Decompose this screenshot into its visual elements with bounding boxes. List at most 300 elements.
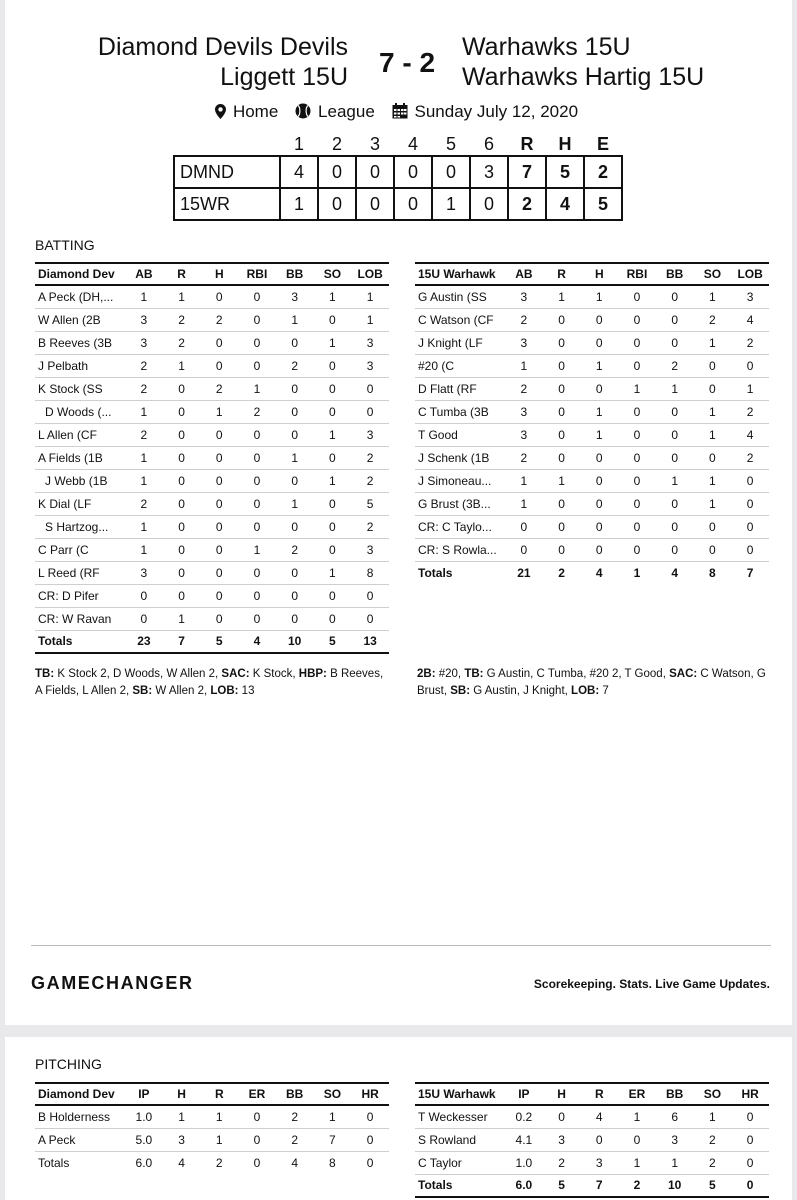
stat-cell: 1 [200, 1105, 238, 1128]
total-cell: 4 [595, 565, 603, 580]
stat-cell: 2 [125, 377, 163, 400]
stat-cell: 0 [694, 377, 732, 400]
player-name: C Tumba (3B [415, 400, 505, 423]
table-header-row [415, 263, 769, 285]
stat-cell: 0 [580, 446, 618, 469]
stat-cell: 1 [505, 469, 543, 492]
stat-cell: 0 [276, 607, 314, 630]
stat-cell: 0 [731, 1128, 769, 1151]
total-cell: 1 [633, 565, 641, 580]
stat-cell: 0 [238, 354, 276, 377]
stat-cell: 0 [543, 515, 581, 538]
stat-cell: 0 [580, 308, 618, 331]
column-header: HR [351, 1083, 389, 1105]
stat-cell: 1 [543, 285, 581, 308]
stat-cell: 2 [543, 1151, 581, 1174]
note-text: K Stock, [249, 668, 299, 680]
player-name: G Brust (3B... [415, 492, 505, 515]
stat-cell: 1 [505, 354, 543, 377]
team-column-header: Diamond Dev [35, 263, 125, 285]
stat-cell: 0 [351, 584, 389, 607]
column-header: IP [125, 1083, 163, 1105]
stat-cell: 1 [694, 423, 732, 446]
player-row [415, 1128, 769, 1151]
stat-cell: 1 [694, 400, 732, 423]
stat-cell: 2 [731, 400, 769, 423]
stat-cell: 0 [580, 469, 618, 492]
player-name: L Reed (RF [35, 561, 125, 584]
column-header: BB [276, 1083, 314, 1105]
totals-label: Totals [415, 1174, 505, 1197]
stat-cell: 0 [125, 584, 163, 607]
column-header: AB [125, 263, 163, 285]
stat-cell: 0 [543, 377, 581, 400]
player-name: G Austin (SS [415, 285, 505, 308]
team-column-header: 15U Warhawk [415, 1083, 505, 1105]
column-header: RBI [618, 263, 656, 285]
stat-cell: 0 [543, 1105, 581, 1128]
player-name: CR: S Rowla... [415, 538, 505, 561]
stat-cell: 0 [276, 515, 314, 538]
stat-cell: 0 [351, 1105, 389, 1128]
stat-cell: 0 [200, 492, 238, 515]
stat-cell: 0 [618, 423, 656, 446]
player-name: CR: C Taylo... [415, 515, 505, 538]
stat-cell: 2 [351, 469, 389, 492]
team-column-header: Diamond Dev [35, 1083, 125, 1105]
column-header: AB [505, 263, 543, 285]
baseball-icon [295, 103, 311, 119]
stat-cell: 1 [125, 285, 163, 308]
stat-cell: 1 [694, 285, 732, 308]
stat-cell: 0 [238, 515, 276, 538]
stat-cell: 0 [731, 538, 769, 561]
table-header-row [35, 263, 389, 285]
stat-cell: 0 [238, 561, 276, 584]
note-label: LOB: [571, 685, 600, 697]
stat-cell: 0 [314, 515, 352, 538]
player-row [415, 515, 769, 538]
column-header: R [200, 1083, 238, 1105]
stat-cell: 0 [656, 515, 694, 538]
totals-row [415, 561, 769, 584]
stat-cell: 0 [731, 492, 769, 515]
stat-cell: 0 [163, 400, 201, 423]
footer-divider [31, 945, 771, 946]
batting-section-title: BATTING [35, 237, 95, 253]
map-pin-icon [215, 104, 226, 119]
location: Home [215, 102, 287, 121]
stat-cell: 0 [618, 469, 656, 492]
column-header: H [163, 1083, 201, 1105]
total-cell: 23 [125, 630, 163, 653]
stat-cell: 0 [618, 446, 656, 469]
stat-cell: 0 [580, 515, 618, 538]
player-row [35, 1128, 389, 1151]
stat-cell: 0 [276, 584, 314, 607]
player-name: K Stock (SS [35, 377, 125, 400]
stat-cell: 0 [731, 469, 769, 492]
stat-cell: 0 [200, 538, 238, 561]
stat-cell: 0 [163, 538, 201, 561]
player-row [415, 400, 769, 423]
player-row [35, 561, 389, 584]
stat-cell: 0 [580, 331, 618, 354]
stat-cell: 2 [694, 308, 732, 331]
stat-cell: 3 [351, 331, 389, 354]
stat-cell: 3 [731, 285, 769, 308]
total-cell: 0 [366, 1155, 374, 1170]
stat-cell: 0 [543, 538, 581, 561]
totals-row [35, 1151, 389, 1174]
stat-cell: 0 [580, 1128, 618, 1151]
column-header: H [543, 1083, 581, 1105]
stat-cell: 0 [656, 492, 694, 515]
column-header: LOB [351, 263, 389, 285]
stat-cell: 0 [314, 308, 352, 331]
stat-cell: 2 [505, 377, 543, 400]
stat-cell: 2 [125, 492, 163, 515]
stat-cell: 0 [731, 1105, 769, 1128]
player-row [415, 446, 769, 469]
stat-cell: 1 [314, 1105, 352, 1128]
pitching-table-away [415, 1082, 769, 1198]
player-row [415, 308, 769, 331]
player-name: #20 (C [415, 354, 505, 377]
stat-cell: 0 [543, 400, 581, 423]
stat-cell: 3 [580, 1151, 618, 1174]
stat-cell: 1 [125, 446, 163, 469]
column-header: ER [238, 1083, 276, 1105]
stat-cell: 8 [351, 561, 389, 584]
stat-cell: 3 [351, 423, 389, 446]
stat-cell: 1 [618, 1105, 656, 1128]
stat-cell: 0 [314, 354, 352, 377]
stat-cell: 1 [314, 285, 352, 308]
total-cell: 5 [314, 630, 352, 653]
player-row [35, 492, 389, 515]
player-row [35, 308, 389, 331]
stat-cell: 0 [618, 492, 656, 515]
player-name: T Good [415, 423, 505, 446]
stat-cell: 1 [580, 400, 618, 423]
column-header: R [580, 1083, 618, 1105]
stat-cell: 1 [314, 331, 352, 354]
player-row [415, 469, 769, 492]
stat-cell: 0 [618, 400, 656, 423]
stat-cell: 2 [694, 1128, 732, 1151]
stat-cell: 1 [505, 492, 543, 515]
stat-cell: 2 [505, 446, 543, 469]
batting-table-away [415, 262, 769, 584]
total-cell: 7 [163, 630, 201, 653]
stat-cell: 2 [656, 354, 694, 377]
stat-cell: 0 [351, 400, 389, 423]
stat-cell: 3 [276, 285, 314, 308]
line-score-row: 15WR 1 0 0 0 1 0 2 4 5 [174, 188, 622, 220]
stat-cell: 5 [351, 492, 389, 515]
player-row [35, 377, 389, 400]
player-row [415, 377, 769, 400]
player-row [415, 285, 769, 308]
stat-cell: 1 [618, 377, 656, 400]
player-row [35, 354, 389, 377]
stat-cell: 0 [580, 377, 618, 400]
stat-cell: 2 [276, 1128, 314, 1151]
stat-cell: 0 [200, 515, 238, 538]
total-cell: 4 [291, 1155, 299, 1170]
total-cell: 10 [656, 1174, 694, 1197]
stat-cell: 0 [543, 446, 581, 469]
stat-cell: 1 [125, 515, 163, 538]
stat-cell: 0 [200, 469, 238, 492]
stat-cell: 1 [694, 469, 732, 492]
stat-cell: 0 [238, 492, 276, 515]
note-label: SB: [132, 685, 153, 697]
stat-cell: 0 [314, 584, 352, 607]
stat-cell: 0 [694, 354, 732, 377]
stat-cell: 0 [200, 607, 238, 630]
total-cell: 5 [200, 630, 238, 653]
total-cell: 0 [731, 1174, 769, 1197]
stat-cell: 5.0 [125, 1128, 163, 1151]
player-row [415, 354, 769, 377]
footer-tagline: Scorekeeping. Stats. Live Game Updates. [533, 977, 770, 991]
note-text: K Stock 2, D Woods, W Allen 2, [54, 668, 222, 680]
stat-cell: 0 [656, 400, 694, 423]
column-header: H [580, 263, 618, 285]
total-cell: 2 [215, 1155, 223, 1170]
player-name: B Holderness [35, 1105, 125, 1128]
stat-cell: 0 [200, 584, 238, 607]
player-name: S Hartzog... [35, 515, 125, 538]
stat-cell: 2 [200, 308, 238, 331]
stat-cell: 0 [618, 354, 656, 377]
player-row [35, 446, 389, 469]
column-header: LOB [731, 263, 769, 285]
stat-cell: 0 [656, 446, 694, 469]
stat-cell: 6 [656, 1105, 694, 1128]
player-row [35, 331, 389, 354]
stat-cell: 0 [618, 538, 656, 561]
player-name: D Woods (... [35, 400, 125, 423]
stat-cell: 3 [125, 561, 163, 584]
player-name: A Peck [35, 1128, 125, 1151]
player-row [415, 538, 769, 561]
stat-cell: 0 [656, 285, 694, 308]
player-row [35, 400, 389, 423]
total-cell: 8 [329, 1155, 336, 1170]
stat-cell: 0 [618, 1128, 656, 1151]
total-cell: 0 [253, 1155, 261, 1170]
stat-cell: 0 [314, 377, 352, 400]
total-cell: 13 [351, 630, 389, 653]
player-row [35, 423, 389, 446]
player-row [415, 331, 769, 354]
stat-cell: 1 [694, 492, 732, 515]
batting-table-home [35, 262, 389, 654]
player-name: L Allen (CF [35, 423, 125, 446]
line-score-header: 1 2 3 4 5 6 R H E [293, 133, 609, 154]
total-cell: 2 [618, 1174, 656, 1197]
stat-cell: 0 [694, 446, 732, 469]
game-type: League [295, 102, 383, 121]
stat-cell: 1 [656, 1151, 694, 1174]
player-name: C Taylor [415, 1151, 505, 1174]
stat-cell: 0 [731, 515, 769, 538]
player-row [35, 469, 389, 492]
column-header: BB [276, 263, 314, 285]
player-row [35, 607, 389, 630]
total-cell: 6.0 [135, 1155, 153, 1170]
stat-cell: 2 [163, 331, 201, 354]
stat-cell: 0 [163, 446, 201, 469]
player-name: B Reeves (3B [35, 331, 125, 354]
stat-cell: 1.0 [505, 1151, 543, 1174]
player-name: J Webb (1B [35, 469, 125, 492]
stat-cell: 1 [580, 354, 618, 377]
stat-cell: 0 [125, 607, 163, 630]
stat-cell: 0 [276, 469, 314, 492]
stat-cell: 0 [351, 607, 389, 630]
stat-cell: 1 [314, 561, 352, 584]
stat-cell: 0 [656, 308, 694, 331]
player-row [35, 285, 389, 308]
line-score-table [173, 133, 623, 221]
player-name: J Schenk (1B [415, 446, 505, 469]
stat-cell: 2 [238, 400, 276, 423]
stat-cell: 0 [543, 354, 581, 377]
stat-cell: 0 [694, 538, 732, 561]
stat-cell: 0 [200, 561, 238, 584]
stat-cell: 0 [505, 538, 543, 561]
stat-cell: 0 [543, 492, 581, 515]
stat-cell: 1 [125, 400, 163, 423]
stat-cell: 0 [656, 331, 694, 354]
stat-cell: 1 [163, 285, 201, 308]
stat-cell: 2 [505, 308, 543, 331]
game-meta [5, 102, 792, 122]
stat-cell: 0 [731, 354, 769, 377]
stat-cell: 1 [580, 285, 618, 308]
stat-cell: 1 [163, 607, 201, 630]
player-name: J Simoneau... [415, 469, 505, 492]
stat-cell: 1 [656, 377, 694, 400]
stat-cell: 0 [543, 308, 581, 331]
stat-cell: 3 [505, 285, 543, 308]
total-cell: 4 [238, 630, 276, 653]
stat-cell: 0 [351, 377, 389, 400]
player-row [35, 584, 389, 607]
stat-cell: 0 [276, 400, 314, 423]
stat-cell: 1 [694, 1105, 732, 1128]
stat-cell: 1 [351, 285, 389, 308]
stat-cell: 0 [163, 469, 201, 492]
stat-cell: 0 [276, 377, 314, 400]
column-header: ER [618, 1083, 656, 1105]
total-cell: 4 [671, 565, 679, 580]
stat-cell: 0 [314, 607, 352, 630]
stat-cell: 0.2 [505, 1105, 543, 1128]
stat-cell: 4 [731, 308, 769, 331]
stat-cell: 0 [200, 354, 238, 377]
player-row [35, 538, 389, 561]
stat-cell: 7 [314, 1128, 352, 1151]
player-row [415, 1105, 769, 1128]
player-name: K Dial (LF [35, 492, 125, 515]
stat-cell: 0 [656, 538, 694, 561]
player-name: D Flatt (RF [415, 377, 505, 400]
column-header: HR [731, 1083, 769, 1105]
total-cell: 5 [694, 1174, 732, 1197]
note-label: SAC: [669, 668, 698, 680]
stat-cell: 0 [351, 1128, 389, 1151]
stat-cell: 0 [238, 607, 276, 630]
stat-cell: 0 [163, 423, 201, 446]
stat-cell: 0 [200, 331, 238, 354]
column-header: H [200, 263, 238, 285]
stat-cell: 0 [238, 1105, 276, 1128]
player-name: CR: D Pifer [35, 584, 125, 607]
total-cell: 4 [178, 1155, 185, 1170]
stat-cell: 1 [580, 423, 618, 446]
total-cell: 6.0 [505, 1174, 543, 1197]
calendar-icon [392, 103, 408, 119]
note-label: 2B: [417, 668, 436, 680]
player-name: CR: W Ravan [35, 607, 125, 630]
stat-cell: 1 [125, 469, 163, 492]
stat-cell: 1 [656, 469, 694, 492]
stat-cell: 1 [694, 331, 732, 354]
stat-cell: 0 [276, 331, 314, 354]
pitching-page [5, 1037, 792, 1200]
stat-cell: 2 [125, 423, 163, 446]
total-cell: 8 [709, 565, 716, 580]
stat-cell: 0 [276, 561, 314, 584]
stat-cell: 0 [314, 538, 352, 561]
stat-cell: 0 [238, 331, 276, 354]
total-cell: 7 [580, 1174, 618, 1197]
stat-cell: 1 [238, 538, 276, 561]
stat-cell: 3 [125, 308, 163, 331]
totals-label: Totals [35, 630, 125, 653]
stat-cell: 3 [351, 538, 389, 561]
stat-cell: 0 [314, 446, 352, 469]
stat-cell: 1.0 [125, 1105, 163, 1128]
stat-cell: 0 [163, 561, 201, 584]
stat-cell: 2 [351, 446, 389, 469]
stat-cell: 1 [314, 423, 352, 446]
column-header: BB [656, 1083, 694, 1105]
stat-cell: 0 [163, 377, 201, 400]
stat-cell: 0 [238, 308, 276, 331]
total-cell: 5 [543, 1174, 581, 1197]
column-header: RBI [238, 263, 276, 285]
gamechanger-logo: GAMECHANGER [31, 973, 194, 993]
stat-cell: 3 [505, 400, 543, 423]
stat-cell: 1 [543, 469, 581, 492]
line-score-row: DMND 4 0 0 0 0 3 7 5 2 [174, 156, 622, 188]
stat-cell: 2 [276, 354, 314, 377]
total-cell: 21 [517, 565, 531, 580]
stat-cell: 2 [276, 538, 314, 561]
note-text: 13 [238, 685, 255, 697]
stat-cell: 4 [580, 1105, 618, 1128]
stat-cell: 0 [200, 446, 238, 469]
stat-cell: 0 [505, 515, 543, 538]
player-name: C Watson (CF [415, 308, 505, 331]
stat-cell: 1 [351, 308, 389, 331]
